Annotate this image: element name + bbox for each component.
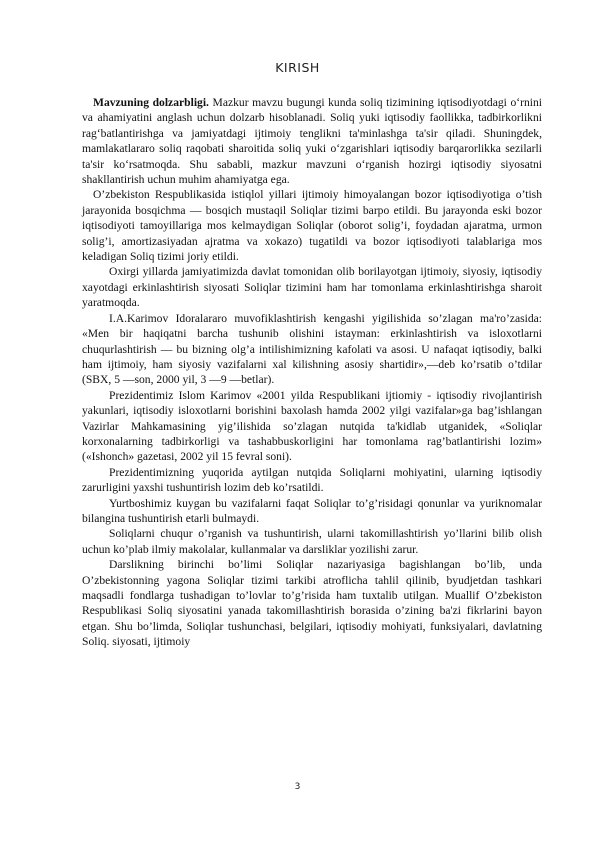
paragraph: Prezidentimizning yuqorida aytilgan nutqida Soliqlarni mohiyatini, ularning iqtisodiy zarurligini yaxshi tushuntirish lozim deb ko’rsatildi. <box>82 465 542 495</box>
document-body <box>82 95 542 650</box>
page-number: 3 <box>294 782 301 792</box>
paragraph: Darslikning birinchi bo’limi Soliqlar nazariyasiga bagishlangan bo’lib, unda O’zbekistonning yagona Soliqlar tizimi tarkibi atroflicha tahlil qilinib, byudjetdan tashkari maqsadli fondlarga tushadigan to’lovlar to’g’risida ham tuxtalib utilgan. Muallif O’zbekiston Respublikasi Soliq siyosatini yanada takomillashtirish borasida o’zining ba'zi fikrlarini bayon etgan. Shu bo’limda, Soliqlar tushunchasi, belgilari, iqtisodiy mohiyati, funksiyalari, davlatning Soliq. siyosati, ijtimoiy <box>82 558 542 649</box>
paragraph: Yurtboshimiz kuygan bu vazifalarni faqat Soliqlar to’g’risidagi qonunlar va yuriknomalar bilangina tushuntirish etarli bulmaydi. <box>82 496 542 525</box>
paragraph: Prezidentimiz Islom Karimov «2001 yilda Respublikani ijtiomiy - iqtisodiy rivojlantirish yakunlari, iqtisodiy isloxotlarni borishini baxolash hamda 2002 yilgi vazifalar»ga bag’ishlangan Vazirlar Mahkamasining yig’ilishida so’zlagan nutqida ta'kidlab utganidek, «Soliqlar korxonalarning tadbirkorligi va tashabbuskorligini har tomonlama rag’batlantirishi lozim» («Ishonch» gazetasi, 2002 yil 15 fevral soni). <box>82 388 542 464</box>
paragraph-text: Mazkur mavzu bugungi kunda soliq tizimining iqtisodiyotdagi o‘rnini va ahamiyatini anglash uchun dolzarb hisoblanadi. Soliq yuki iqtisodiy faollikka, tadbirkorlikni rag‘batlantirishga va jamiyatdagi ijtimoiy tenglikni ta'minlashga ta'sir qiladi. Shuningdek, mamlakatlararo soliq raqobati sharoitida soliq yuki o‘zgarishlari iqtisodiy barqarorlikka sezilarli ta'sir ko‘rsatmoqda. Shu sababli, mazkur mavzuni o‘rganish hozirgi iqtisodiy siyosatni shakllantirish uchun muhim ahamiyatga ega. <box>82 96 542 187</box>
paragraph: I.A.Karimov Idoralararo muvofiklashtirish kengashi yigilishida so’zlagan ma'ro’zasida: «Men bir haqiqatni barcha tushunib olishini istayman: erkinlashtirish va isloxotlarni chuqurlashtirish — bu bizning olg’a intilishimizning kafolati va asosi. U nafaqat iqtisodiy, balki ham ijtimoiy, ham siyosiy vazifalarni xal kilishning asosiy shartidir»,—deb ko’rsatib o’tdilar (SBX, 5 —son, 2000 yil, 3 —9 —betlar). <box>82 311 542 387</box>
paragraph-relevance <box>82 95 542 187</box>
relevance-heading: Mavzuning dolzarbligi. <box>93 96 209 109</box>
paragraph: Soliqlarni chuqur o’rganish va tushuntirish, ularni takomillashtirish yo’llarini bilib olish uchun ko’plab ilmiy makolalar, kullanmalar va darsliklar yozilishi zarur. <box>82 527 542 556</box>
page-title: KIRISH <box>275 60 320 75</box>
paragraph: O’zbekiston Respublikasida istiqlol yillari ijtimoiy himoyalangan bozor iqtisodiyotiga o’tish jarayonida bosqichma — bosqich mustaqil Soliqlar tizimi barpo etildi. Bu jarayonda eski bozor iqtisodiyoti tamoyillariga mos kelmaydigan Soliqlar (oborot solig’i, foydadan ajaratma, urmon solig’i, amortizasiyadan ajratma va xokazo) tugatildi va bozor iqtisodiyoti talablariga mos keladigan Soliq tizimi joriy etildi. <box>82 188 542 264</box>
paragraph: Oxirgi yillarda jamiyatimizda davlat tomonidan olib borilayotgan ijtimoiy, siyosiy, iqtisodiy xayotdagi erkinlashtirish siyosati Soliqlar tizimini ham har tomonlama erkinlashtirishga sharoit yaratmoqda. <box>82 265 542 310</box>
